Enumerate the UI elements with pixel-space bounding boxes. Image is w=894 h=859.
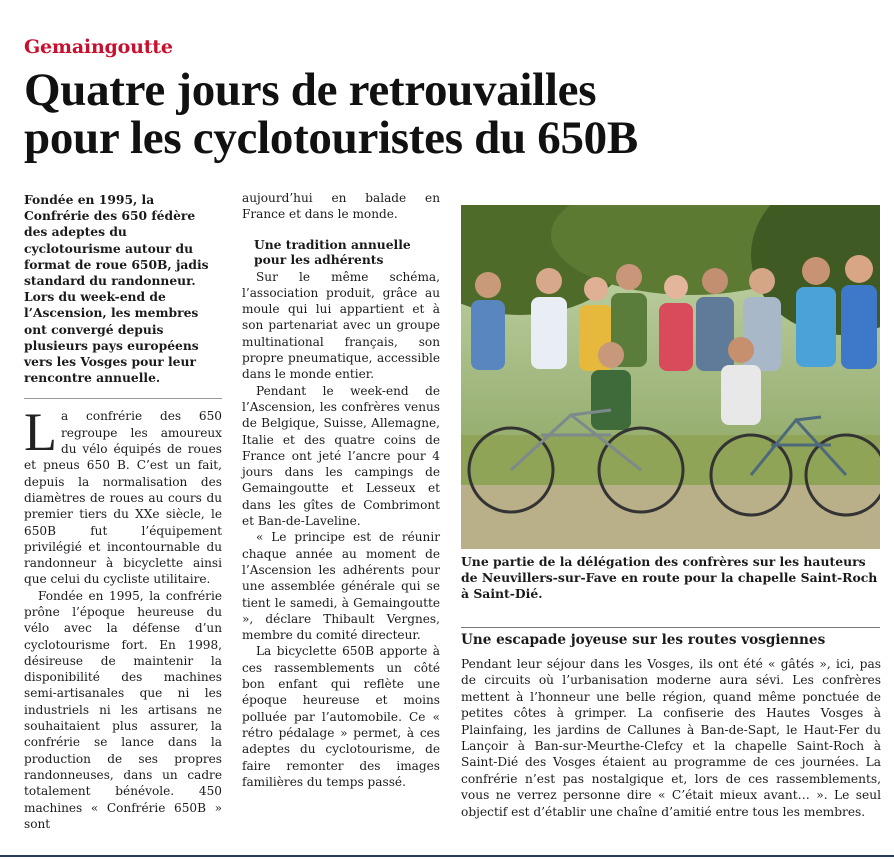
photo-caption: Une partie de la délégation des confrères sur les hauteurs de Neuvillers-sur-Fave en route pour la chapelle Saint-Roch à Saint-Dié. (461, 554, 878, 602)
body-paragraph-3: Sur le même schéma, l’association produit, grâce au moule qui lui appartient et à son partenariat avec un groupe multinational français, son propre pneumatique, accessible dans le monde entier. (242, 269, 440, 382)
body-start (24, 402, 222, 587)
article-chapeau: Fondée en 1995, la Confrérie des 650 fédère des adeptes du cyclotourisme autour du format de roue 650B, jadis standard du randonneur. Lors du week-end de l’Ascension, les membres ont convergé depuis plusieurs pays européens vers les Vosges pour leur rencontre annuelle. (24, 192, 209, 386)
body-paragraph-2: Fondée en 1995, la confrérie prône l’époque heureuse du vélo avec la défense d’un cyclotourisme fort. En 1998, désireuse de maintenir la disponibilité des machines semi-artisanales que ni les industriels ni les artisans ne souhaitaient plus assurer, la confrérie se lance dans la production de ses propres randonneuses, dans un cadre totalement bénévole. 450 machines « Confrérie 650B » sont (24, 588, 222, 831)
headline-line-2: pour les cyclotouristes du 650B (24, 112, 638, 164)
headline-line-1: Quatre jours de retrouvailles (24, 64, 597, 116)
drop-cap: L (24, 402, 57, 463)
body-paragraph-6: La bicyclette 650B apporte à ces rassemblements un côté bon enfant qui reflète une époque heureuse et moins polluée par l’automobile. Ce « rétro pédalage » permet, à ces adeptes du cyclotourisme, de faire remonter des images familières du temps passé. (242, 644, 440, 789)
chapeau-divider (24, 398, 222, 399)
body-paragraph-5: « Le principe est de réunir chaque année au moment de l’Ascension les adhérents pour une assemblée générale qui se tient le samedi, à Gemaingoutte », déclare Thibault Vergnes, membre du comité directeur. (242, 530, 440, 643)
box-divider (461, 627, 880, 628)
box-title: Une escapade joyeuse sur les routes vosgiennes (461, 632, 826, 648)
group-photo-illustration (461, 205, 880, 549)
box-text (461, 656, 881, 820)
group-photo (461, 205, 880, 549)
intertitle: Une tradition annuelle pour les adhérents (254, 236, 411, 267)
body-paragraph-4: Pendant le week-end de l’Ascension, les confrères venus de Belgique, Suisse, Allemagne, Italie et des quatre coins de France ont jeté l’ancre pour 4 jours dans les campings de Gemaingoutte et Lesseux et dans les gîtes de Combrimont et Ban-de-Laveline. (242, 383, 440, 529)
page-bottom-rule (0, 855, 894, 857)
column-2 (242, 190, 440, 790)
article-headline (24, 66, 884, 162)
body-paragraph-1: a confrérie des 650 regroupe les amoureux du vélo équipés de roues et pneus 650 B. C’est un fait, depuis la normalisation des diamètres de roues au cours du premier tiers du XXe siècle, le 650B fut l’équipement privilégié et incontournable du randonneur à bicyclette ainsi que celui du cycliste utilitaire. (24, 409, 222, 587)
box-paragraph: Pendant leur séjour dans les Vosges, ils ont été « gâtés », ici, pas de circuits où l’urbanisation moderne aura sévi. Les confrères mettent à l’honneur une belle région, quand même ponctuée de petites côtes à grimper. La confiserie des Hautes Vosges à Plainfaing, les jardins de Callunes à Ban-de-Sapt, le Haut-Fer du Lançoir à Ban-sur-Meurthe-Clefcy et la chapelle Saint-Roch à Saint-Dié des Vosges étaient au programme de ces journées. La confrérie n’est pas nostalgique et, lors de ces rassemblements, vous ne verrez personne dire « C’était mieux avant… ». Le seul objectif est d’établir une chaîne d’amitié entre tous les membres. (461, 657, 881, 819)
column-1 (24, 192, 222, 832)
section-kicker: Gemaingoutte (24, 36, 173, 58)
body-paragraph-2-continued: aujourd’hui en balade en France et dans le monde. (242, 191, 440, 222)
